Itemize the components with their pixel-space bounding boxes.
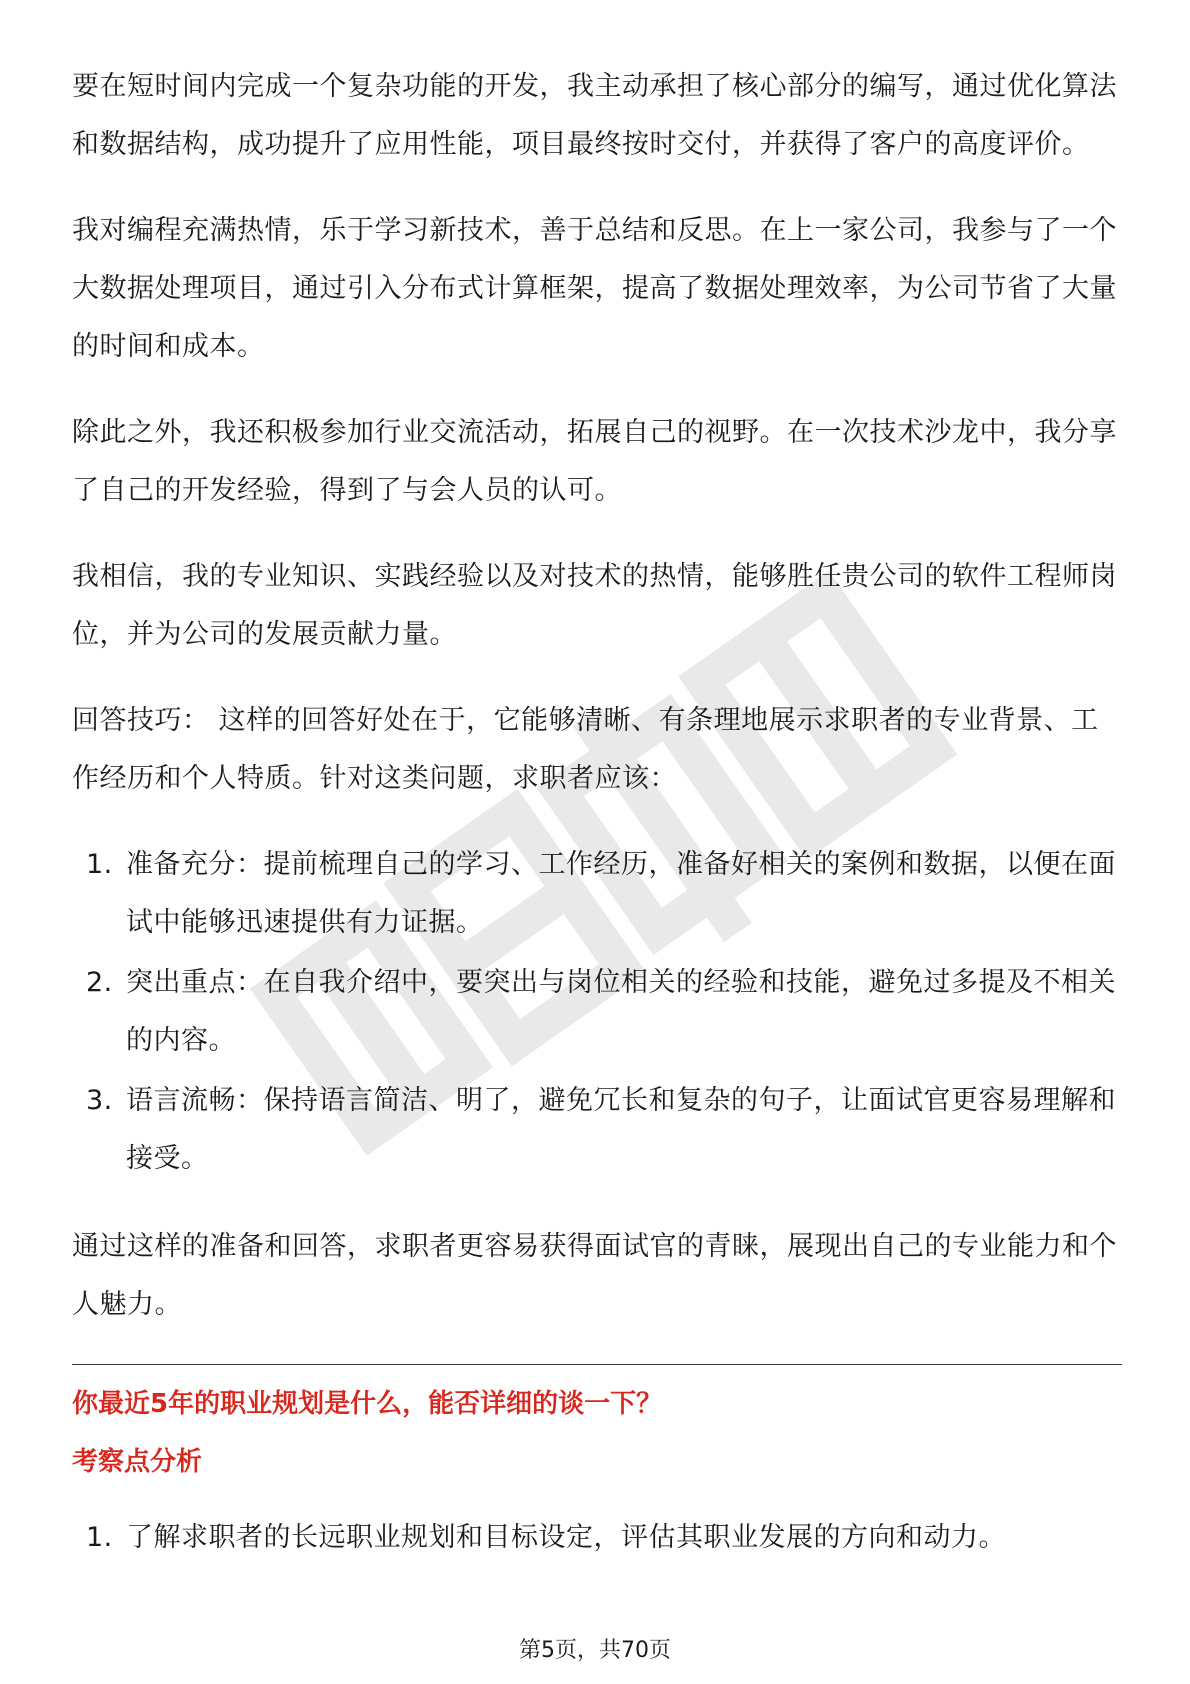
list-item-text: 了解求职者的长远职业规划和目标设定，评估其职业发展的方向和动力。 [126,1522,1006,1553]
paragraph-activities: 除此之外，我还积极参加行业交流活动，拓展自己的视野。在一次技术沙龙中，我分享了自己的开发经验，得到了与会人员的认可。 [72,417,1117,506]
list-item-number: 1. [86,1522,113,1553]
paragraph-closing: 通过这样的准备和回答，求职者更容易获得面试官的青睐，展现出自己的专业能力和个人魅力。 [72,1231,1117,1320]
tips-list [72,836,1122,1188]
list-item-text: 准备充分：提前梳理自己的学习、工作经历，准备好相关的案例和数据，以便在面试中能够迅速提供有力证据。 [126,849,1116,938]
list-item [72,1072,1122,1188]
section-divider [72,1364,1122,1365]
analysis-list [72,1509,1122,1567]
paragraph-conclusion: 我相信，我的专业知识、实践经验以及对技术的热情，能够胜任贵公司的软件工程师岗位，并为公司的发展贡献力量。 [72,561,1117,650]
list-item-number: 2. [86,967,113,998]
analysis-heading: 考察点分析 [72,1447,203,1477]
list-item-text: 突出重点：在自我介绍中，要突出与岗位相关的经验和技能，避免过多提及不相关的内容。 [126,967,1116,1056]
paragraph-passion: 我对编程充满热情，乐于学习新技术，善于总结和反思。在上一家公司，我参与了一个大数据处理项目，通过引入分布式计算框架，提高了数据处理效率，为公司节省了大量的时间和成本。 [72,215,1117,362]
question-heading: 你最近5年的职业规划是什么，能否详细的谈一下？ [72,1389,663,1419]
list-item-number: 3. [86,1085,113,1116]
list-item [72,836,1122,952]
list-item [72,954,1122,1070]
paragraph-project-experience: 要在短时间内完成一个复杂功能的开发，我主动承担了核心部分的编写，通过优化算法和数据结构，成功提升了应用性能，项目最终按时交付，并获得了客户的高度评价。 [72,71,1117,160]
list-item-number: 1. [86,849,113,880]
list-item-text: 语言流畅：保持语言简洁、明了，避免冗长和复杂的句子，让面试官更容易理解和接受。 [126,1085,1116,1174]
paragraph-answer-tips: 回答技巧： 这样的回答好处在于，它能够清晰、有条理地展示求职者的专业背景、工作经历和个人特质。针对这类问题，求职者应该： [72,705,1099,794]
main-content [72,58,1122,1597]
list-item [72,1509,1122,1567]
page-number: 第5页，共70页 [519,1638,671,1663]
